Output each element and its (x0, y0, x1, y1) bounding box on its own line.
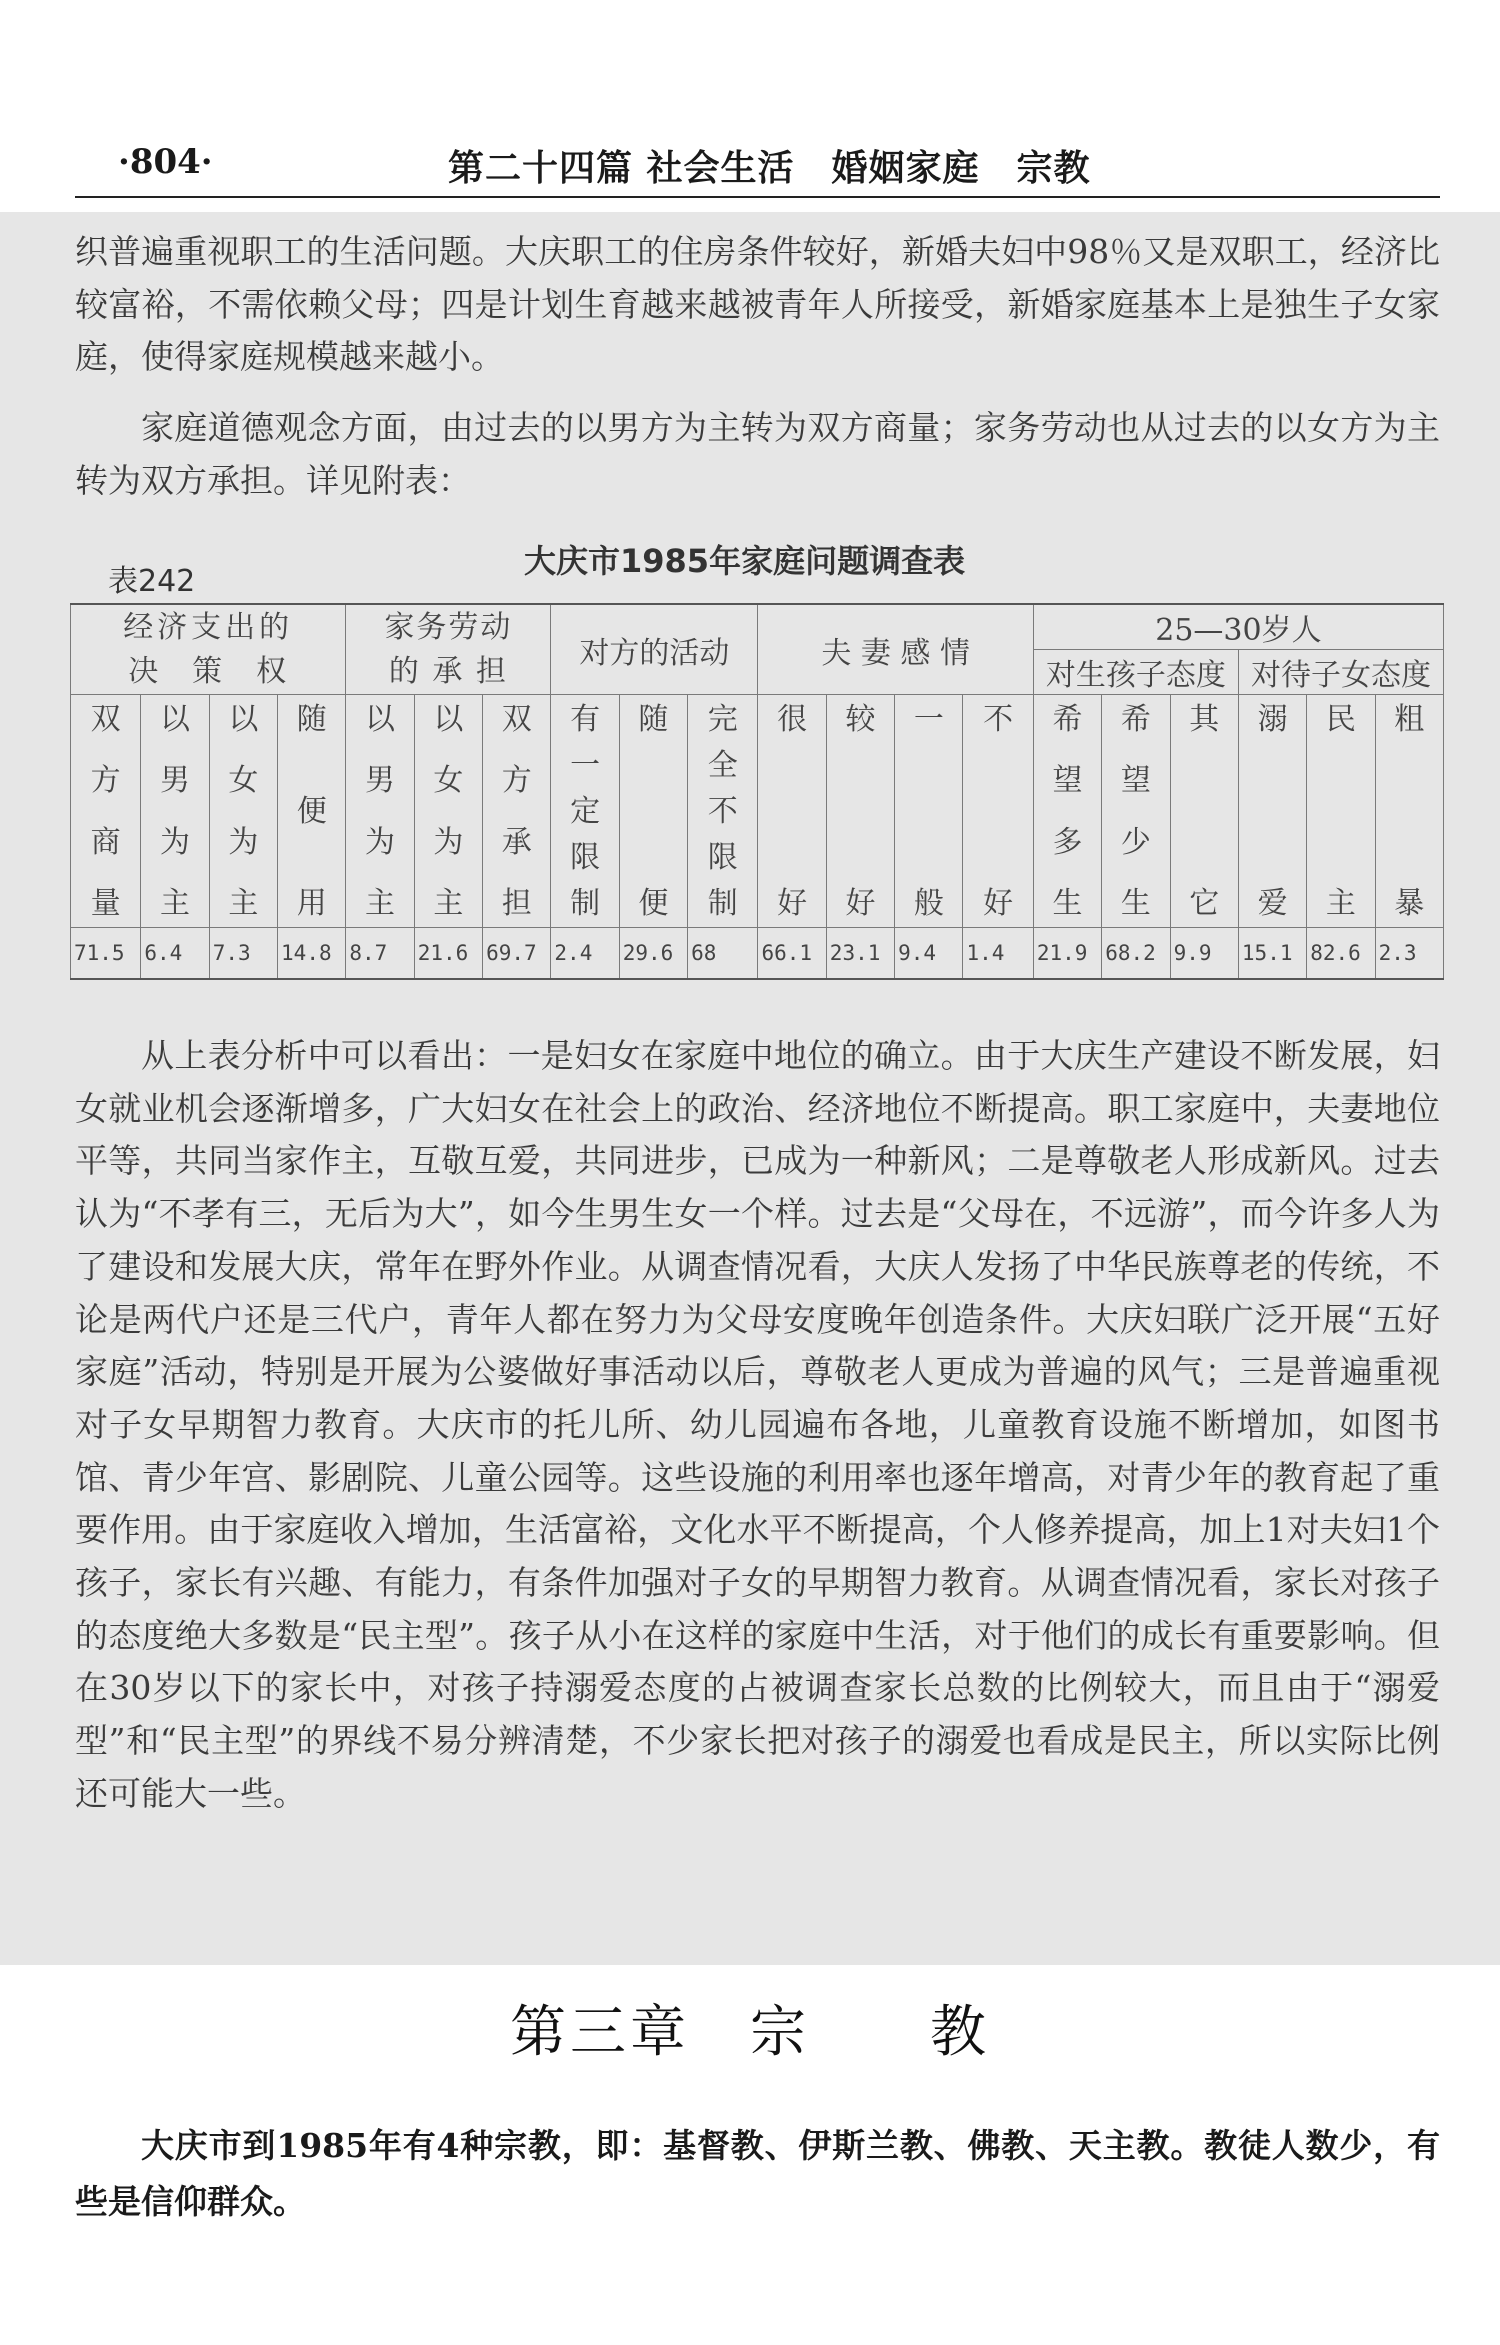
column-header-char: 为 (365, 824, 396, 860)
column-header-char: 定 (570, 794, 601, 829)
column-header-char: 以 (160, 702, 191, 737)
column-header-char: 生 (1120, 885, 1151, 921)
table-value: 15.1 (1238, 928, 1306, 980)
column-header (1170, 695, 1238, 928)
column-header (141, 695, 209, 928)
column-header-char: 一 (570, 748, 601, 783)
column-header-char: 生 (1052, 885, 1083, 921)
column-header-char: 完 (707, 702, 738, 737)
column-header-char: 很 (777, 702, 808, 737)
header-rule (75, 196, 1440, 198)
survey-table (70, 603, 1444, 980)
column-header-char: 随 (296, 702, 327, 737)
table-value: 23.1 (826, 928, 894, 980)
column-header-char: 便 (638, 886, 669, 921)
group-birth-attitude: 对生孩子态度 (1033, 650, 1238, 695)
column-header-char: 主 (160, 885, 191, 921)
column-header-char: 好 (845, 886, 876, 921)
group-housework-line2: 的 承 担 (388, 653, 508, 689)
page-number: ·804· (118, 142, 213, 182)
column-header (346, 695, 414, 928)
group-econ-line1: 经济支出的 (123, 609, 294, 645)
column-header (963, 695, 1033, 928)
column-header-char: 望 (1052, 763, 1083, 799)
column-header-char: 不 (983, 702, 1014, 737)
column-header (1238, 695, 1306, 928)
table-value: 14.8 (278, 928, 346, 980)
column-header-char: 为 (433, 824, 464, 860)
column-header-char: 民 (1325, 702, 1356, 737)
column-header-char: 为 (160, 824, 191, 860)
column-header-char: 主 (1325, 886, 1356, 921)
column-header-char: 担 (501, 885, 532, 921)
column-header-char: 以 (228, 702, 259, 737)
column-header-char: 制 (707, 886, 738, 921)
column-header-char: 双 (90, 702, 121, 737)
column-header-char: 商 (90, 824, 121, 860)
column-header-char: 限 (570, 840, 601, 875)
table-value: 29.6 (619, 928, 687, 980)
column-header-row (71, 695, 1444, 928)
column-header (758, 695, 826, 928)
column-header-char: 有 (570, 702, 601, 737)
column-header-char: 双 (501, 702, 532, 737)
group-activity: 对方的活动 (551, 604, 758, 695)
column-header (71, 695, 141, 928)
table-number: 表242 (108, 564, 196, 599)
column-header (1307, 695, 1375, 928)
column-header-char: 男 (160, 763, 191, 799)
column-header-char: 望 (1120, 763, 1151, 799)
column-header-char: 限 (707, 840, 738, 875)
column-header-char: 承 (501, 824, 532, 860)
column-header (278, 695, 346, 928)
column-header-char: 以 (433, 702, 464, 737)
column-header-char: 量 (90, 885, 121, 921)
running-head: 第二十四篇 社会生活 婚姻家庭 宗教 (448, 148, 1091, 189)
column-header (551, 695, 619, 928)
column-header-char: 少 (1120, 824, 1151, 860)
column-header-char: 主 (433, 885, 464, 921)
table-value: 1.4 (963, 928, 1033, 980)
column-header-char: 般 (913, 886, 944, 921)
column-header-char: 好 (777, 886, 808, 921)
column-header-char: 希 (1120, 702, 1151, 737)
column-header (688, 695, 758, 928)
column-header-char: 制 (570, 886, 601, 921)
column-header-char: 较 (845, 702, 876, 737)
column-header-char: 主 (228, 885, 259, 921)
column-header-char: 女 (433, 763, 464, 799)
group-housework (346, 604, 551, 695)
column-header (619, 695, 687, 928)
column-header-char: 多 (1052, 824, 1083, 860)
column-header-char: 爱 (1257, 886, 1288, 921)
column-header-char: 粗 (1394, 702, 1425, 737)
paragraph-4: 大庆市到1985年有4种宗教，即：基督教、伊斯兰教、佛教、天主教。教徒人数少，有些是信仰群众。 (75, 2126, 1440, 2221)
column-header-char: 暴 (1394, 886, 1425, 921)
column-header (209, 695, 277, 928)
table-value: 69.7 (483, 928, 551, 980)
table-value: 9.9 (1170, 928, 1238, 980)
group-treat-attitude: 对待子女态度 (1238, 650, 1443, 695)
column-header-char: 男 (365, 763, 396, 799)
table-value: 2.4 (551, 928, 619, 980)
column-header (1102, 695, 1170, 928)
column-header-char: 用 (296, 886, 327, 921)
paragraph-3: 从上表分析中可以看出：一是妇女在家庭中地位的确立。由于大庆生产建设不断发展，妇女就业机会逐渐增多，广大妇女在社会上的政治、经济地位不断提高。职工家庭中，夫妻地位平等，共同当家作主，互敬互爱，共同进步，已成为一种新风；二是尊敬老人形成新风。过去认为“不孝有三，无后为大”，如今生男生女一个样。过去是“父母在，不远游”，而今许多人为了建设和发展大庆，常年在野外作业。从调查情况看，大庆人发扬了中华民族尊老的传统，不论是两代户还是三代户，青年人都在努力为父母安度晚年创造条件。大庆妇联广泛开展“五好家庭”活动，特别是开展为公婆做好事活动以后，尊敬老人更成为普遍的风气；三是普遍重视对子女早期智力教育。大庆市的托儿所、幼儿园遍布各地，儿童教育设施不断增加，如图书馆、青少年宫、影剧院、儿童公园等。这些设施的利用率也逐年增高，对青少年的教育起了重要作用。由于家庭收入增加，生活富裕，文化水平不断提高，个人修养提高，加上1对夫妇1个孩子，家长有兴趣、有能力，有条件加强对子女的早期智力教育。从调查情况看，家长对孩子的态度绝大多数是“民主型”。孩子从小在这样的家庭中生活，对于他们的成长有重要影响。但在30岁以下的家长中，对孩子持溺爱态度的占被调查家长总数的比例较大，而且由于“溺爱型”和“民主型”的界线不易分辨清楚，不少家长把对孩子的溺爱也看成是民主，所以实际比例还可能大一些。 (75, 1036, 1440, 1813)
group-housework-line1: 家务劳动 (384, 609, 513, 645)
column-header (414, 695, 482, 928)
table-value: 9.4 (895, 928, 963, 980)
column-header-char: 好 (983, 886, 1014, 921)
column-header-char: 随 (638, 702, 669, 737)
table-value: 8.7 (346, 928, 414, 980)
group-age: 25—30岁人 (1033, 604, 1443, 650)
column-header-char: 其 (1189, 702, 1220, 737)
table-value: 68 (688, 928, 758, 980)
table-value: 82.6 (1307, 928, 1375, 980)
column-header-char: 以 (365, 702, 396, 737)
table-title: 大庆市1985年家庭问题调查表 (524, 542, 966, 580)
column-header-char: 主 (365, 885, 396, 921)
paragraph-1: 织普遍重视职工的生活问题。大庆职工的住房条件较好，新婚夫妇中98％又是双职工，经济比较富裕，不需依赖父母；四是计划生育越来越被青年人所接受，新婚家庭基本上是独生子女家庭，使得家庭规模越来越小。 (75, 232, 1440, 377)
table-value: 7.3 (209, 928, 277, 980)
column-header (826, 695, 894, 928)
column-header-char: 便 (296, 794, 327, 829)
column-header (895, 695, 963, 928)
column-header (483, 695, 551, 928)
column-header (1033, 695, 1101, 928)
table-value: 21.6 (414, 928, 482, 980)
column-header-char: 不 (707, 794, 738, 829)
column-header-char: 为 (228, 824, 259, 860)
table-value: 71.5 (71, 928, 141, 980)
table-value: 68.2 (1102, 928, 1170, 980)
group-econ-line2: 决 策 权 (128, 653, 289, 689)
page-header (0, 130, 1500, 190)
table-value: 6.4 (141, 928, 209, 980)
value-row (71, 928, 1444, 980)
group-emotion: 夫 妻 感 情 (758, 604, 1033, 695)
table-value: 66.1 (758, 928, 826, 980)
column-header-char: 它 (1189, 886, 1220, 921)
column-header-char: 一 (913, 702, 944, 737)
group-econ (71, 604, 346, 695)
column-header-char: 溺 (1257, 702, 1288, 737)
column-header-char: 全 (707, 748, 738, 783)
paragraph-2: 家庭道德观念方面，由过去的以男方为主转为双方商量；家务劳动也从过去的以女方为主转为双方承担。详见附表： (75, 408, 1440, 500)
column-header (1375, 695, 1443, 928)
column-header-char: 女 (228, 763, 259, 799)
table-value: 2.3 (1375, 928, 1443, 980)
column-header-char: 方 (90, 763, 121, 799)
table-value: 21.9 (1033, 928, 1101, 980)
column-header-char: 方 (501, 763, 532, 799)
column-header-char: 希 (1052, 702, 1083, 737)
chapter-title: 第三章 宗 教 (510, 2000, 990, 2065)
